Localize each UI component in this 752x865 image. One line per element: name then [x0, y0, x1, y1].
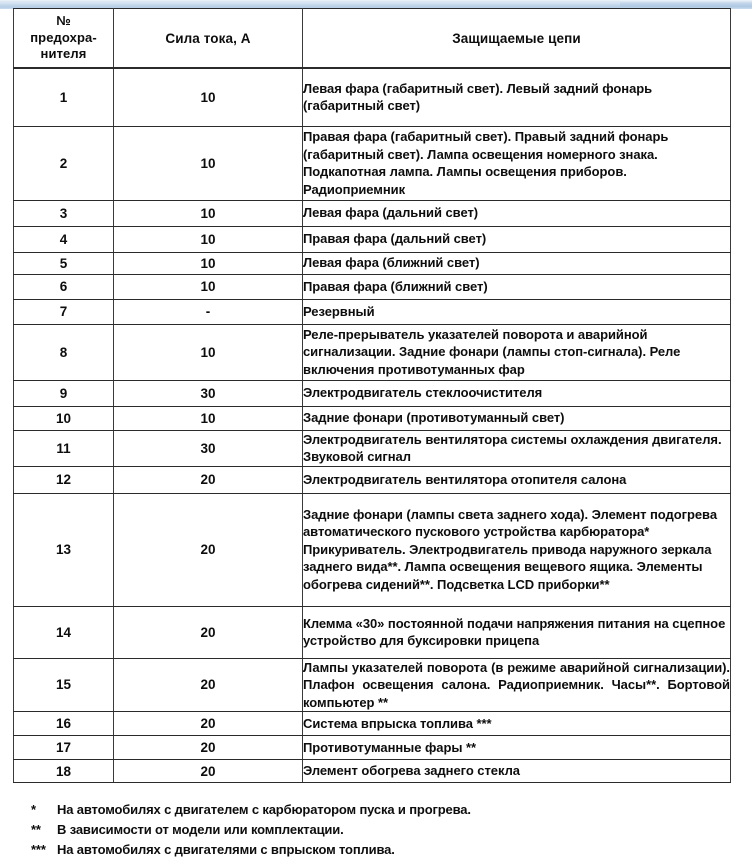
cell-circuits: Резервный [303, 299, 731, 324]
table-row [14, 299, 731, 324]
cell-current: 10 [114, 68, 303, 126]
cell-current: 10 [114, 324, 303, 380]
table-row [14, 406, 731, 430]
table-row [14, 324, 731, 380]
header-line-3: нителя [40, 46, 87, 62]
table-row [14, 274, 731, 299]
cell-fuse-number: 4 [14, 226, 114, 252]
table-header [14, 9, 731, 69]
cell-circuits: Правая фара (габаритный свет). Правый задний фонарь (габаритный свет). Лампа освещения номерного знака. Подкапотная лампа. Лампы освещения приборов. Радиоприемник [303, 126, 731, 200]
table-row [14, 466, 731, 493]
table-row [14, 226, 731, 252]
cell-circuits: Левая фара (ближний свет) [303, 252, 731, 274]
fuse-table-sheet [13, 8, 730, 783]
cell-fuse-number: 5 [14, 252, 114, 274]
table-row [14, 760, 731, 783]
column-header-fuse-number [14, 9, 114, 69]
cell-fuse-number: 10 [14, 406, 114, 430]
header-line-1: № [56, 13, 71, 29]
table-row [14, 430, 731, 466]
cell-circuits: Электродвигатель вентилятора системы охлаждения двигателя. Звуковой сигнал [303, 430, 731, 466]
table-body [14, 68, 731, 783]
cell-current: 30 [114, 380, 303, 406]
cell-fuse-number: 8 [14, 324, 114, 380]
column-header-current: Сила тока, А [114, 9, 303, 69]
cell-circuits: Электродвигатель вентилятора отопителя салона [303, 466, 731, 493]
cell-circuits: Электродвигатель стеклоочистителя [303, 380, 731, 406]
table-row [14, 380, 731, 406]
cell-fuse-number: 2 [14, 126, 114, 200]
header-row [14, 9, 731, 69]
cell-circuits: Элемент обогрева заднего стекла [303, 760, 731, 783]
cell-current: - [114, 299, 303, 324]
cell-circuits: Лампы указателей поворота (в режиме аварийной сигнализации). Плафон освещения салона. Радиоприемник. Часы**. Бортовой компьютер ** [303, 659, 730, 710]
table-row [14, 68, 731, 126]
cell-fuse-number: 11 [14, 430, 114, 466]
table-row [14, 606, 731, 658]
cell-fuse-number: 17 [14, 736, 114, 760]
cell-circuits: Клемма «30» постоянной подачи напряжения питания на сцепное устройство для буксировки прицепа [303, 606, 731, 658]
table-row [14, 252, 731, 274]
cell-circuits: Левая фара (дальний свет) [303, 200, 731, 226]
cell-circuits: Правая фара (дальний свет) [303, 226, 731, 252]
cell-circuits: Задние фонари (лампы света заднего хода). Элемент подогрева автоматического пускового устройства карбюратора* Прикуриватель. Электродвигатель привода наружного зеркала заднего вида**. Лампа освещения вещевого ящика. Элементы обогрева сидений**. Подсветка LCD приборки** [303, 493, 731, 606]
cell-circuits: Реле-прерыватель указателей поворота и аварийной сигнализации. Задние фонари (лампы стоп-сигнала). Реле включения противотуманных фар [303, 324, 731, 380]
cell-fuse-number: 12 [14, 466, 114, 493]
cell-current: 20 [114, 658, 303, 712]
cell-fuse-number: 3 [14, 200, 114, 226]
cell-fuse-number: 13 [14, 493, 114, 606]
cell-fuse-number: 18 [14, 760, 114, 783]
cell-current: 10 [114, 226, 303, 252]
footnote-text: В зависимости от модели или комплектации. [57, 822, 344, 837]
table-row [14, 712, 731, 736]
cell-fuse-number: 9 [14, 380, 114, 406]
footnote-item [13, 820, 730, 840]
footnote-marker: *** [31, 842, 46, 857]
footnote-marker: ** [31, 822, 41, 837]
cell-current: 10 [114, 200, 303, 226]
cell-fuse-number: 16 [14, 712, 114, 736]
footnote-text: На автомобилях с двигателями с впрыском топлива. [57, 842, 395, 857]
cell-current: 20 [114, 736, 303, 760]
fuse-table [13, 8, 731, 783]
cell-current: 20 [114, 493, 303, 606]
cell-fuse-number: 14 [14, 606, 114, 658]
footnotes-block [13, 800, 730, 860]
cell-fuse-number: 7 [14, 299, 114, 324]
cell-current: 10 [114, 126, 303, 200]
cell-fuse-number: 15 [14, 658, 114, 712]
footnote-item [13, 800, 730, 820]
cell-current: 20 [114, 606, 303, 658]
scan-artifact-band-inner [0, 2, 620, 7]
header-line-2: предохра- [30, 29, 97, 45]
footnote-text: На автомобилях с двигателем с карбюратором пуска и прогрева. [57, 802, 471, 817]
cell-current: 20 [114, 466, 303, 493]
table-row [14, 493, 731, 606]
cell-fuse-number: 1 [14, 68, 114, 126]
cell-current: 20 [114, 760, 303, 783]
cell-circuits: Правая фара (ближний свет) [303, 274, 731, 299]
cell-circuits: Система впрыска топлива *** [303, 712, 731, 736]
cell-current: 20 [114, 712, 303, 736]
column-header-circuits: Защищаемые цепи [303, 9, 731, 69]
table-row [14, 736, 731, 760]
cell-circuits: Задние фонари (противотуманный свет) [303, 406, 731, 430]
footnote-marker: * [31, 802, 36, 817]
cell-current: 10 [114, 406, 303, 430]
table-row [14, 658, 731, 712]
cell-fuse-number: 6 [14, 274, 114, 299]
cell-current: 30 [114, 430, 303, 466]
cell-current: 10 [114, 274, 303, 299]
cell-circuits: Левая фара (габаритный свет). Левый задний фонарь (габаритный свет) [303, 68, 731, 126]
cell-circuits: Противотуманные фары ** [303, 736, 731, 760]
footnote-item [13, 840, 730, 860]
table-row [14, 126, 731, 200]
table-row [14, 200, 731, 226]
cell-current: 10 [114, 252, 303, 274]
